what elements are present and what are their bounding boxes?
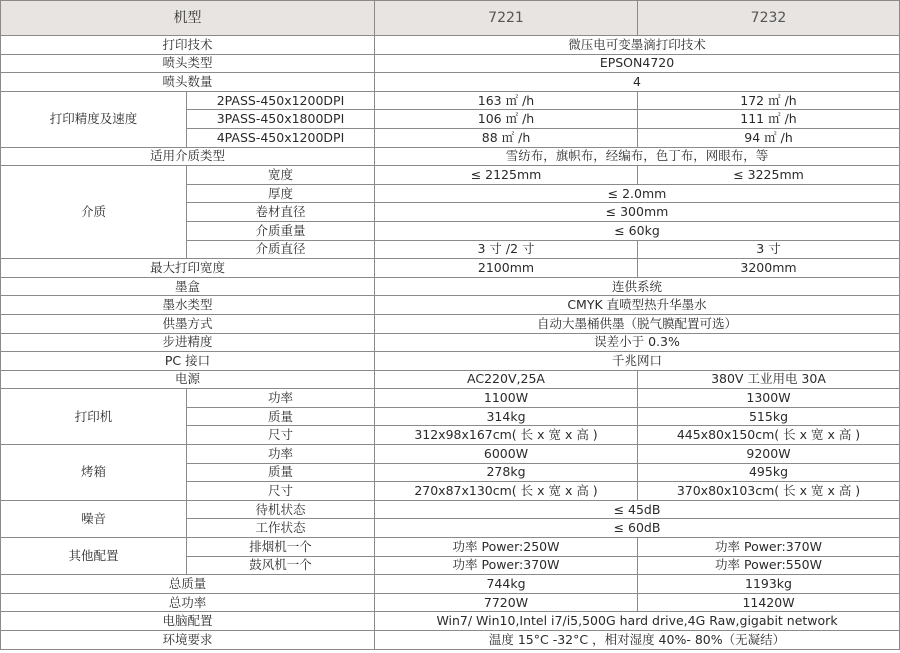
row-media-width <box>1 166 900 185</box>
value-oven-power-b: 9200W <box>638 445 900 464</box>
value-oven-weight-b: 495kg <box>638 463 900 482</box>
value-speed-4pass-a: 88 ㎡ /h <box>375 128 638 147</box>
value-media-core-diameter-b: 3 寸 <box>638 240 900 259</box>
row-total-power <box>1 593 900 612</box>
value-max-width-a: 2100mm <box>375 259 638 278</box>
label-step-accuracy: 步进精度 <box>1 333 375 352</box>
label-noise-standby: 待机状态 <box>187 500 375 519</box>
value-pc-port: 千兆网口 <box>375 352 900 371</box>
value-printer-size-a: 312x98x167cm( 长 x 宽 x 高 ) <box>375 426 638 445</box>
label-speed-2pass: 2PASS-450x1200DPI <box>187 91 375 110</box>
value-speed-3pass-b: 111 ㎡ /h <box>638 110 900 129</box>
label-computer: 电脑配置 <box>1 612 375 631</box>
row-printer-power <box>1 389 900 408</box>
row-speed-1 <box>1 91 900 110</box>
value-media-core-diameter-a: 3 寸 /2 寸 <box>375 240 638 259</box>
row-noise-standby <box>1 500 900 519</box>
label-printer-group: 打印机 <box>1 389 187 445</box>
value-speed-2pass-a: 163 ㎡ /h <box>375 91 638 110</box>
value-other-exhaust-a: 功率 Power:250W <box>375 538 638 557</box>
label-ink-box: 墨盒 <box>1 277 375 296</box>
label-ink-supply: 供墨方式 <box>1 314 375 333</box>
value-media-weight: ≤ 60kg <box>375 221 900 240</box>
label-oven-weight: 质量 <box>187 463 375 482</box>
value-other-blower-b: 功率 Power:550W <box>638 556 900 575</box>
label-media-group: 介质 <box>1 166 187 259</box>
label-media-types: 适用介质类型 <box>1 147 375 166</box>
value-other-blower-a: 功率 Power:370W <box>375 556 638 575</box>
row-pc-port <box>1 352 900 371</box>
row-max-width <box>1 259 900 278</box>
row-ink-supply <box>1 314 900 333</box>
value-total-power-b: 11420W <box>638 593 900 612</box>
header-model-a: 7221 <box>375 1 638 36</box>
value-oven-power-a: 6000W <box>375 445 638 464</box>
label-printer-weight: 质量 <box>187 407 375 426</box>
value-speed-3pass-a: 106 ㎡ /h <box>375 110 638 129</box>
label-media-core-diameter: 介质直径 <box>187 240 375 259</box>
label-media-thickness: 厚度 <box>187 184 375 203</box>
value-speed-2pass-b: 172 ㎡ /h <box>638 91 900 110</box>
label-speed-4pass: 4PASS-450x1200DPI <box>187 128 375 147</box>
value-media-roll-diameter: ≤ 300mm <box>375 203 900 222</box>
value-ink-type: CMYK 直喷型热升华墨水 <box>375 296 900 315</box>
row-power-supply <box>1 370 900 389</box>
label-media-roll-diameter: 卷材直径 <box>187 203 375 222</box>
row-head-count <box>1 73 900 92</box>
row-media-types <box>1 147 900 166</box>
label-noise-group: 噪音 <box>1 500 187 537</box>
value-oven-size-a: 270x87x130cm( 长 x 宽 x 高 ) <box>375 482 638 501</box>
label-speed-group: 打印精度及速度 <box>1 91 187 147</box>
value-media-width-b: ≤ 3225mm <box>638 166 900 185</box>
label-ink-type: 墨水类型 <box>1 296 375 315</box>
value-speed-4pass-b: 94 ㎡ /h <box>638 128 900 147</box>
label-oven-group: 烤箱 <box>1 445 187 501</box>
value-print-tech: 微压电可变墨滴打印技术 <box>375 36 900 55</box>
value-oven-weight-a: 278kg <box>375 463 638 482</box>
label-environment: 环境要求 <box>1 631 375 650</box>
value-printer-weight-b: 515kg <box>638 407 900 426</box>
label-printer-power: 功率 <box>187 389 375 408</box>
value-noise-standby: ≤ 45dB <box>375 500 900 519</box>
row-step-accuracy <box>1 333 900 352</box>
value-computer: Win7/ Win10,Intel i7/i5,500G hard drive,4G Raw,gigabit network <box>375 612 900 631</box>
value-power-supply-a: AC220V,25A <box>375 370 638 389</box>
label-media-weight: 介质重量 <box>187 221 375 240</box>
value-ink-box: 连供系统 <box>375 277 900 296</box>
label-noise-working: 工作状态 <box>187 519 375 538</box>
value-printer-power-b: 1300W <box>638 389 900 408</box>
label-oven-power: 功率 <box>187 445 375 464</box>
value-total-power-a: 7720W <box>375 593 638 612</box>
label-total-power: 总功率 <box>1 593 375 612</box>
row-other-exhaust <box>1 538 900 557</box>
label-media-width: 宽度 <box>187 166 375 185</box>
value-printer-power-a: 1100W <box>375 389 638 408</box>
row-head-type <box>1 54 900 73</box>
value-max-width-b: 3200mm <box>638 259 900 278</box>
header-row <box>1 1 900 36</box>
label-pc-port: PC 接口 <box>1 352 375 371</box>
row-oven-power <box>1 445 900 464</box>
value-total-weight-b: 1193kg <box>638 575 900 594</box>
value-head-count: 4 <box>375 73 900 92</box>
label-oven-size: 尺寸 <box>187 482 375 501</box>
value-power-supply-b: 380V 工业用电 30A <box>638 370 900 389</box>
label-printer-size: 尺寸 <box>187 426 375 445</box>
value-oven-size-b: 370x80x103cm( 长 x 宽 x 高 ) <box>638 482 900 501</box>
value-other-exhaust-b: 功率 Power:370W <box>638 538 900 557</box>
row-computer <box>1 612 900 631</box>
value-media-width-a: ≤ 2125mm <box>375 166 638 185</box>
label-other-group: 其他配置 <box>1 538 187 575</box>
value-media-types: 雪纺布，旗帜布，经编布，色丁布，网眼布，等 <box>375 147 900 166</box>
header-model-b: 7232 <box>638 1 900 36</box>
row-total-weight <box>1 575 900 594</box>
label-other-blower: 鼓风机一个 <box>187 556 375 575</box>
value-total-weight-a: 744kg <box>375 575 638 594</box>
row-print-tech <box>1 36 900 55</box>
label-max-width: 最大打印宽度 <box>1 259 375 278</box>
value-media-thickness: ≤ 2.0mm <box>375 184 900 203</box>
label-head-count: 喷头数量 <box>1 73 375 92</box>
row-ink-type <box>1 296 900 315</box>
value-ink-supply: 自动大墨桶供墨（脱气膜配置可选） <box>375 314 900 333</box>
label-other-exhaust: 排烟机一个 <box>187 538 375 557</box>
value-head-type: EPSON4720 <box>375 54 900 73</box>
value-noise-working: ≤ 60dB <box>375 519 900 538</box>
row-environment <box>1 631 900 650</box>
row-ink-box <box>1 277 900 296</box>
header-model-label: 机型 <box>1 1 375 36</box>
label-print-tech: 打印技术 <box>1 36 375 55</box>
label-power-supply: 电源 <box>1 370 375 389</box>
label-total-weight: 总质量 <box>1 575 375 594</box>
value-environment: 温度 15°C -32°C ，相对湿度 40%- 80%（无凝结） <box>375 631 900 650</box>
label-head-type: 喷头类型 <box>1 54 375 73</box>
label-speed-3pass: 3PASS-450x1800DPI <box>187 110 375 129</box>
value-printer-size-b: 445x80x150cm( 长 x 宽 x 高 ) <box>638 426 900 445</box>
value-printer-weight-a: 314kg <box>375 407 638 426</box>
value-step-accuracy: 误差小于 0.3% <box>375 333 900 352</box>
